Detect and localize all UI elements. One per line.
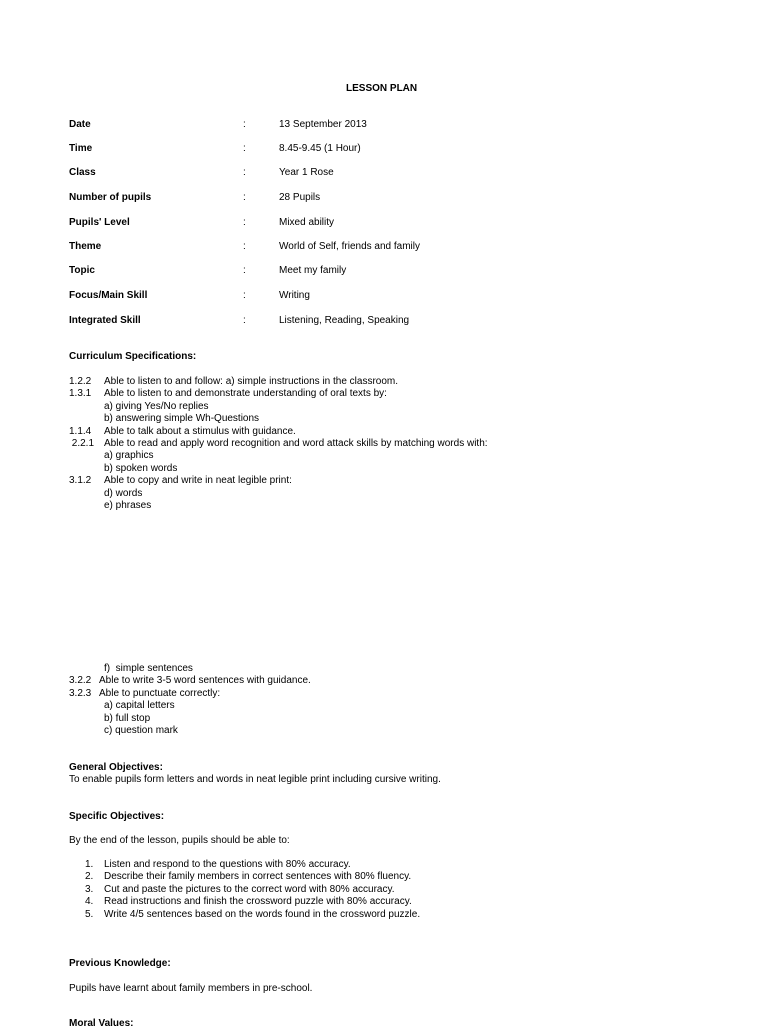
info-colon: : (243, 143, 246, 154)
specific-objectives-heading: Specific Objectives: (69, 811, 165, 822)
info-value-pupils-level: Mixed ability (279, 217, 335, 228)
subitem-text: f) simple sentences (104, 663, 193, 674)
list-text: Write 4/5 sentences based on the words found in the crossword puzzle. (104, 908, 421, 920)
list-number: 2. (85, 871, 94, 883)
item-text: Able to talk about a stimulus with guidance. (104, 425, 296, 437)
list-number: 4. (85, 896, 94, 908)
item-number: 3.2.3 (69, 687, 92, 699)
item-text: Able to listen to and follow: a) simple instructions in the classroom. (104, 376, 399, 387)
list-text: Describe their family members in correct sentences with 80% fluency. (104, 871, 412, 883)
previous-knowledge-text: Pupils have learnt about family members in pre-school. (69, 983, 313, 994)
info-colon: : (243, 192, 246, 203)
item-number: 1.3.1 (69, 388, 92, 400)
item-number: 1.2.2 (69, 376, 92, 387)
info-label-number-of-pupils: Number of pupils (69, 192, 152, 203)
info-label-class: Class (69, 167, 96, 178)
item-text: Able to listen to and demonstrate understanding of oral texts by: (104, 388, 387, 400)
info-label-theme: Theme (69, 241, 102, 252)
list-number: 5. (85, 908, 94, 920)
general-objectives-heading: General Objectives: (69, 762, 163, 773)
info-colon: : (243, 315, 246, 326)
info-value-theme: World of Self, friends and family (279, 241, 420, 252)
info-colon: : (243, 167, 246, 178)
info-label-time: Time (69, 143, 93, 154)
curriculum-heading: Curriculum Specifications: (69, 351, 197, 362)
subitem-text: d) words (104, 487, 143, 499)
info-colon: : (243, 241, 246, 252)
item-number: 2.2.1 (69, 437, 95, 449)
item-text: Able to punctuate correctly: (99, 687, 221, 699)
list-text: Cut and paste the pictures to the correct word with 80% accuracy. (104, 883, 395, 895)
list-text: Listen and respond to the questions with 80% accuracy. (104, 859, 351, 870)
subitem-text: c) question mark (104, 724, 178, 736)
info-value-date: 13 September 2013 (279, 119, 367, 130)
document-title: LESSON PLAN (346, 83, 418, 94)
info-value-number-of-pupils: 28 Pupils (279, 192, 321, 203)
subitem-text: b) spoken words (104, 462, 178, 474)
subitem-text: a) giving Yes/No replies (104, 400, 209, 412)
moral-values-heading: Moral Values: (69, 1018, 134, 1029)
info-colon: : (243, 265, 246, 276)
item-text: Able to write 3-5 word sentences with guidance. (99, 675, 311, 687)
item-number: 3.1.2 (69, 475, 92, 487)
info-value-time: 8.45-9.45 (1 Hour) (279, 143, 361, 154)
subitem-text: a) graphics (104, 450, 154, 462)
info-label-topic: Topic (69, 265, 95, 276)
info-colon: : (243, 217, 246, 228)
info-label-date: Date (69, 119, 91, 130)
list-number: 3. (85, 883, 94, 895)
subitem-text: b) answering simple Wh-Questions (104, 413, 260, 425)
list-number: 1. (85, 859, 94, 870)
item-text: Able to read and apply word recognition and word attack skills by matching words with: (104, 437, 488, 449)
info-value-focus-skill: Writing (279, 290, 310, 301)
specific-objectives-intro: By the end of the lesson, pupils should be able to: (69, 835, 290, 846)
previous-knowledge-heading: Previous Knowledge: (69, 958, 171, 969)
info-value-integrated-skill: Listening, Reading, Speaking (279, 315, 410, 326)
info-label-integrated-skill: Integrated Skill (69, 315, 141, 326)
item-number: 3.2.2 (69, 675, 92, 687)
info-label-focus-skill: Focus/Main Skill (69, 290, 148, 301)
item-text: Able to copy and write in neat legible print: (104, 475, 292, 487)
info-colon: : (243, 119, 246, 130)
subitem-text: b) full stop (104, 712, 151, 724)
info-label-pupils-level: Pupils' Level (69, 217, 130, 228)
list-text: Read instructions and finish the crossword puzzle with 80% accuracy. (104, 896, 412, 908)
info-value-topic: Meet my family (279, 265, 347, 276)
subitem-text: e) phrases (104, 499, 152, 511)
info-colon: : (243, 290, 246, 301)
item-number: 1.1.4 (69, 425, 92, 437)
info-value-class: Year 1 Rose (279, 167, 334, 178)
subitem-text: a) capital letters (104, 700, 175, 712)
general-objectives-text: To enable pupils form letters and words in neat legible print including cursive writing. (69, 774, 441, 785)
